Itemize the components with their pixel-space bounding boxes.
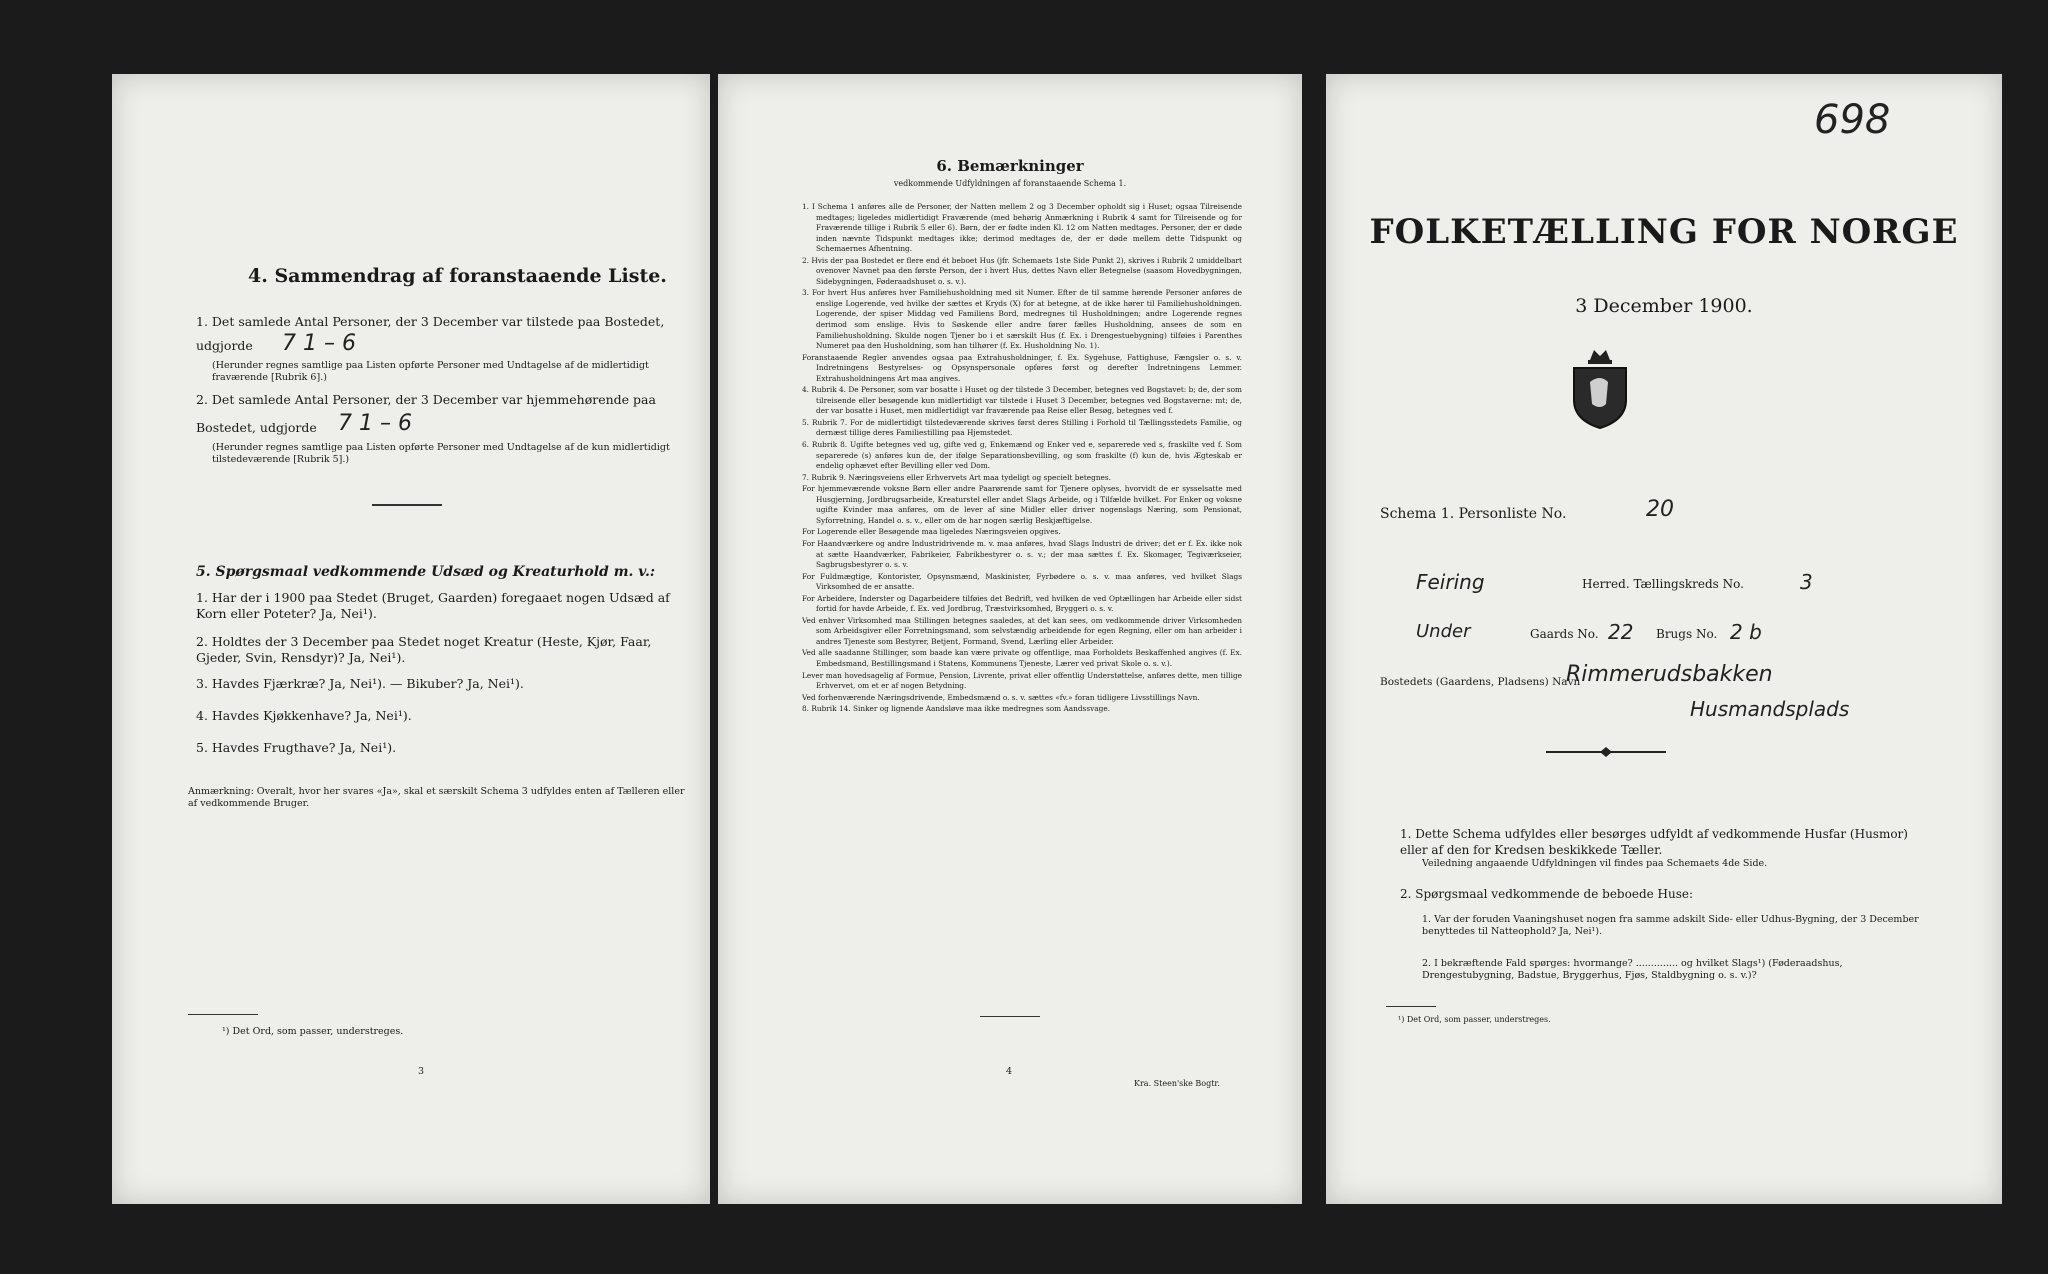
end-rule	[980, 1016, 1040, 1017]
remark-item: 7. Rubrik 9. Næringsveiens eller Erhvervets Art maa tydeligt og specielt betegnes.	[802, 472, 1112, 482]
kreds-value: 3	[1800, 570, 1813, 594]
page-middle	[718, 74, 1302, 1204]
section5-title: 5. Spørgsmaal vedkommende Udsæd og Kreaturhold m. v.:	[196, 564, 656, 580]
schema-number: 20	[1646, 497, 1674, 522]
instruction-2-q1: 1. Var der foruden Vaaningshuset nogen fra samme adskilt Side- eller Udhus-Bygning, der 3 December benyttedes til Natteophold? Ja, Nei¹).	[1422, 914, 1919, 937]
q1-text: 1. Det samlede Antal Personer, der 3 December var tilstede paa Bostedet,	[196, 314, 665, 329]
divider	[372, 504, 442, 506]
coat-of-arms-icon	[1568, 346, 1632, 430]
instruction-1-note: Veiledning angaaende Udfyldningen vil findes paa Schemaets 4de Side.	[1422, 858, 1768, 869]
s5-q3: 3. Havdes Fjærkræ? Ja, Nei¹). — Bikuber? Ja, Nei¹).	[196, 676, 524, 691]
footnote-rule	[188, 1014, 258, 1015]
archive-number: 698	[1814, 97, 1891, 143]
remarks-title: 6. Bemærkninger	[936, 157, 1084, 175]
bosted-label: Bostedets (Gaardens, Pladsens) Navn	[1380, 676, 1581, 688]
herred-label: Herred. Tællingskreds No.	[1582, 577, 1744, 591]
s5-q5: 5. Havdes Frugthave? Ja, Nei¹).	[196, 740, 397, 755]
remark: Anmærkning: Overalt, hvor her svares «Ja», skal et særskilt Schema 3 udfyldes enten af Tælleren eller af vedkommende Bruger.	[188, 786, 685, 809]
form-title: FOLKETÆLLING FOR NORGE	[1369, 212, 1959, 252]
herred-value: Feiring	[1416, 570, 1485, 594]
remark-item: Ved alle saadanne Stillinger, som baade kan være private og offentlige, maa Forholdets Beskaffenhed angives (f. Ex. Embedsmand, Bestillingsmand i Statens, Kommunens Tjeneste, Lærer ved privat Skole o. s. v.).	[802, 648, 1242, 668]
instruction-2: 2. Spørgsmaal vedkommende de beboede Huse:	[1400, 887, 1694, 901]
remark-item: 4. Rubrik 4. De Personer, som var bosatte i Huset og der tilstede 3 December, betegnes ved Bogstavet: b; de, der som tilreisende eller besøgende kun midlertidigt var tilstede i Huset 3 December, betegnes ved Bogstaverne: mt; de, der var bosatte i Huset, men midlertidigt var fraværende paa Reise eller Besøg, betegnes ved f.	[802, 385, 1242, 416]
q2-fill-value: 7 1 – 6	[338, 411, 412, 436]
s5-q1: 1. Har der i 1900 paa Stedet (Bruget, Gaarden) foregaaet nogen Udsæd af Korn eller Poteter? Ja, Nei¹).	[196, 590, 670, 621]
gaards-label: Gaards No.	[1530, 627, 1599, 641]
s5-q4: 4. Havdes Kjøkkenhave? Ja, Nei¹).	[196, 708, 412, 723]
footnote: ¹) Det Ord, som passer, understreges.	[1398, 1015, 1551, 1024]
q2-fill-label: Bostedet, udgjorde	[196, 420, 317, 435]
footnote-rule	[1386, 1006, 1436, 1007]
remark-item: For Fuldmægtige, Kontorister, Opsynsmænd, Maskinister, Fyrbødere o. s. v. maa anføres, ved hvilket Slags Virksomhed de er ansatte.	[802, 571, 1242, 592]
remarks-list	[802, 202, 1242, 716]
remark-item: For Arbeidere, Inderster og Dagarbeidere tilføies det Bedrift, ved hvilken de ved Optællingen har Arbeide eller sidst fortid for havde Arbeide, f. Ex. ved Jordbrug, Træstvirksomhed, Bryggeri o. s. v.	[802, 593, 1242, 614]
instruction-2-q2: 2. I bekræftende Fald spørges: hvormange? .............. og hvilket Slags¹) (Føderaadshus, Drengestubygning, Badstue, Bryggerhus, Fjøs, Staldbygning o. s. v.)?	[1422, 958, 1843, 981]
q1-fill-label: udgjorde	[196, 338, 253, 353]
remark-item: Lever man hovedsagelig af Formue, Pension, Livrente, privat eller offentlig Understøttelse, anføres dette, men tillige Erhvervet, om et er af nogen Betydning.	[802, 670, 1242, 691]
schema-label: Schema 1. Personliste No.	[1380, 506, 1567, 522]
remark-item: Ved forhenværende Næringsdrivende, Embedsmænd o. s. v. sættes «fv.» foran tidligere Livsstillings Navn.	[802, 692, 1200, 702]
brugs-value: 2 b	[1730, 620, 1762, 644]
remark-item: For Haandværkere og andre Industridrivende m. v. maa anføres, hvad Slags Industri de driver; det er f. Ex. ikke nok at sætte Haandværker, Fabrikeier, Fabrikbestyrer o. s. v.; der maa sættes f. Ex. Skomager, Tegiværkseier, Sagbrugsbestyrer o. s. v.	[802, 538, 1242, 570]
remark-item: 8. Rubrik 14. Sinker og lignende Aandsløve maa ikke medregnes som Aandssvage.	[802, 704, 1111, 714]
remark-item: Ved enhver Virksomhed maa Stillingen betegnes saaledes, at det kan sees, om vedkommende driver Virksomheden som Arbeidsgiver eller Forretningsmand, som selvstændig arbeidende for egen Regning, eller om han arbeider i andres Tjeneste som Bestyrer, Betjent, Formand, Svend, Lærling eller Arbeider.	[802, 615, 1242, 646]
remark-item: Foranstaaende Regler anvendes ogsaa paa Extrahusholdninger, f. Ex. Sygehuse, Fattighuse, Fængsler o. s. v. Indretningens Bestyrelses- og Opsynspersonale opføres først og derefter Indretningens Lemmer. Extrahusholdningens Art maa angives.	[802, 352, 1242, 383]
remark-item: For Logerende eller Besøgende maa ligeledes Næringsveien opgives.	[802, 527, 1061, 537]
s5-q2: 2. Holdtes der 3 December paa Stedet noget Kreatur (Heste, Kjør, Faar, Gjeder, Svin, Rensdyr)? Ja, Nei¹).	[196, 634, 652, 665]
remark-item: 6. Rubrik 8. Ugifte betegnes ved ug, gifte ved g, Enkemænd og Enker ved e, separerede ved s, fraskilte ved f. Som separerede (s) anføres kun de, der ifølge Separationsbevilling, og som fraskilte (f) kun de, hvis Ægteskab er endelig ophævet efter Bevilling eller ved Dom.	[802, 440, 1242, 471]
remark-item: 2. Hvis der paa Bostedet er flere end ét beboet Hus (jfr. Schemaets 1ste Side Punkt 2), skrives i Rubrik 2 umiddelbart ovenover Navnet paa den første Person, der i hvert Hus, dettes Navn eller Betegnelse (saasom Hovedbygningen, Sidebygningen, Føderaadshuset o. s. v.).	[802, 255, 1242, 286]
remark-item: 5. Rubrik 7. For de midlertidigt tilstedeværende skrives først deres Stilling i Forhold til Tællingsstedets Familie, og dernæst tillige deres Familiestilling paa Hjemstedet.	[802, 417, 1242, 438]
remark-item: 3. For hvert Hus anføres hver Familiehusholdning med sit Numer. Efter de til samme hørende Personer anføres de enslige Logerende, ved hvilke der sættes et Kryds (X) for at betegne, at de ikke hører til Familiehusholdningen. Logerende, der spiser Middag ved Familiens Bord, medregnes til Husholdningen; andre Logerende regnes derimod som enslige. Hvis to Søskende eller andre fører fælles Husholdning, ansees de som en Familiehusholdning. Skulde nogen Tjener bo i et særskilt Hus (f. Ex. i Drengestuebygning) tilføies i Parenthes Numeret paa den Husholdning, som han tilhører (f. Ex. Husholdning No. 1).	[802, 288, 1242, 351]
ornament-divider-icon	[1544, 746, 1668, 758]
page-number: 3	[418, 1066, 425, 1077]
remark-item: 1. I Schema 1 anføres alle de Personer, der Natten mellem 2 og 3 December opholdt sig i Huset; ogsaa Tilreisende medtages; ligeledes midlertidigt Fraværende (med behørig Anmærkning i Rubrik 4 samt for Tilreisende og for Fraværende tillige i Rubrik 5 eller 6). Børn, der er fødte inden Kl. 12 om Natten medtages. Personer, der er døde inden nævnte Tidspunkt medtages ikke; derimod medtages de, der er døde mellem dette Tidspunkt og Schemaernes Afhentning.	[802, 202, 1242, 254]
page-left	[112, 74, 710, 1204]
gaards-value: 22	[1608, 620, 1634, 644]
printer-mark: Kra. Steen'ske Bogtr.	[1134, 1079, 1220, 1088]
footnote: ¹) Det Ord, som passer, understreges.	[222, 1026, 404, 1037]
page-right	[1326, 74, 2002, 1204]
gaards-prefix: Under	[1416, 621, 1471, 642]
instruction-1: 1. Dette Schema udfyldes eller besørges udfyldt af vedkommende Husfar (Husmor) eller af den for Kredsen beskikkede Tæller.	[1400, 827, 1908, 857]
page-number: 4	[1006, 1066, 1013, 1077]
remark-item: For hjemmeværende voksne Børn eller andre Paarørende samt for Tjenere oplyses, hvorvidt de er sysselsatte med Husgjerning, Jordbrugsarbeide, Kreaturstel eller andet Slags Arbeide, og i Tilfælde hvilket. For Enker og voksne ugifte Kvinder maa anføres, om de lever af sine Midler eller driver nogenslags Næring, som Pensionat, Syforretning, Handel o. s. v., eller om de har nogen særlig Beskjæftigelse.	[802, 484, 1242, 525]
bosted-value-2: Husmandsplads	[1690, 697, 1850, 721]
brugs-label: Brugs No.	[1656, 627, 1718, 641]
q2-note: (Herunder regnes samtlige paa Listen opførte Personer med Undtagelse af de kun midlertidigt tilstedeværende [Rubrik 5].)	[212, 442, 670, 465]
q1-fill-value: 7 1 – 6	[282, 331, 356, 356]
q2-text: 2. Det samlede Antal Personer, der 3 December var hjemmehørende paa	[196, 392, 656, 407]
q1-note: (Herunder regnes samtlige paa Listen opførte Personer med Undtagelse af de midlertidigt fraværende [Rubrik 6].)	[212, 360, 649, 383]
bosted-value: Rimmerudsbakken	[1566, 662, 1773, 687]
remarks-subtitle: vedkommende Udfyldningen af foranstaaende Schema 1.	[893, 179, 1127, 188]
form-date: 3 December 1900.	[1575, 295, 1753, 317]
section4-title: 4. Sammendrag af foranstaaende Liste.	[248, 265, 667, 287]
